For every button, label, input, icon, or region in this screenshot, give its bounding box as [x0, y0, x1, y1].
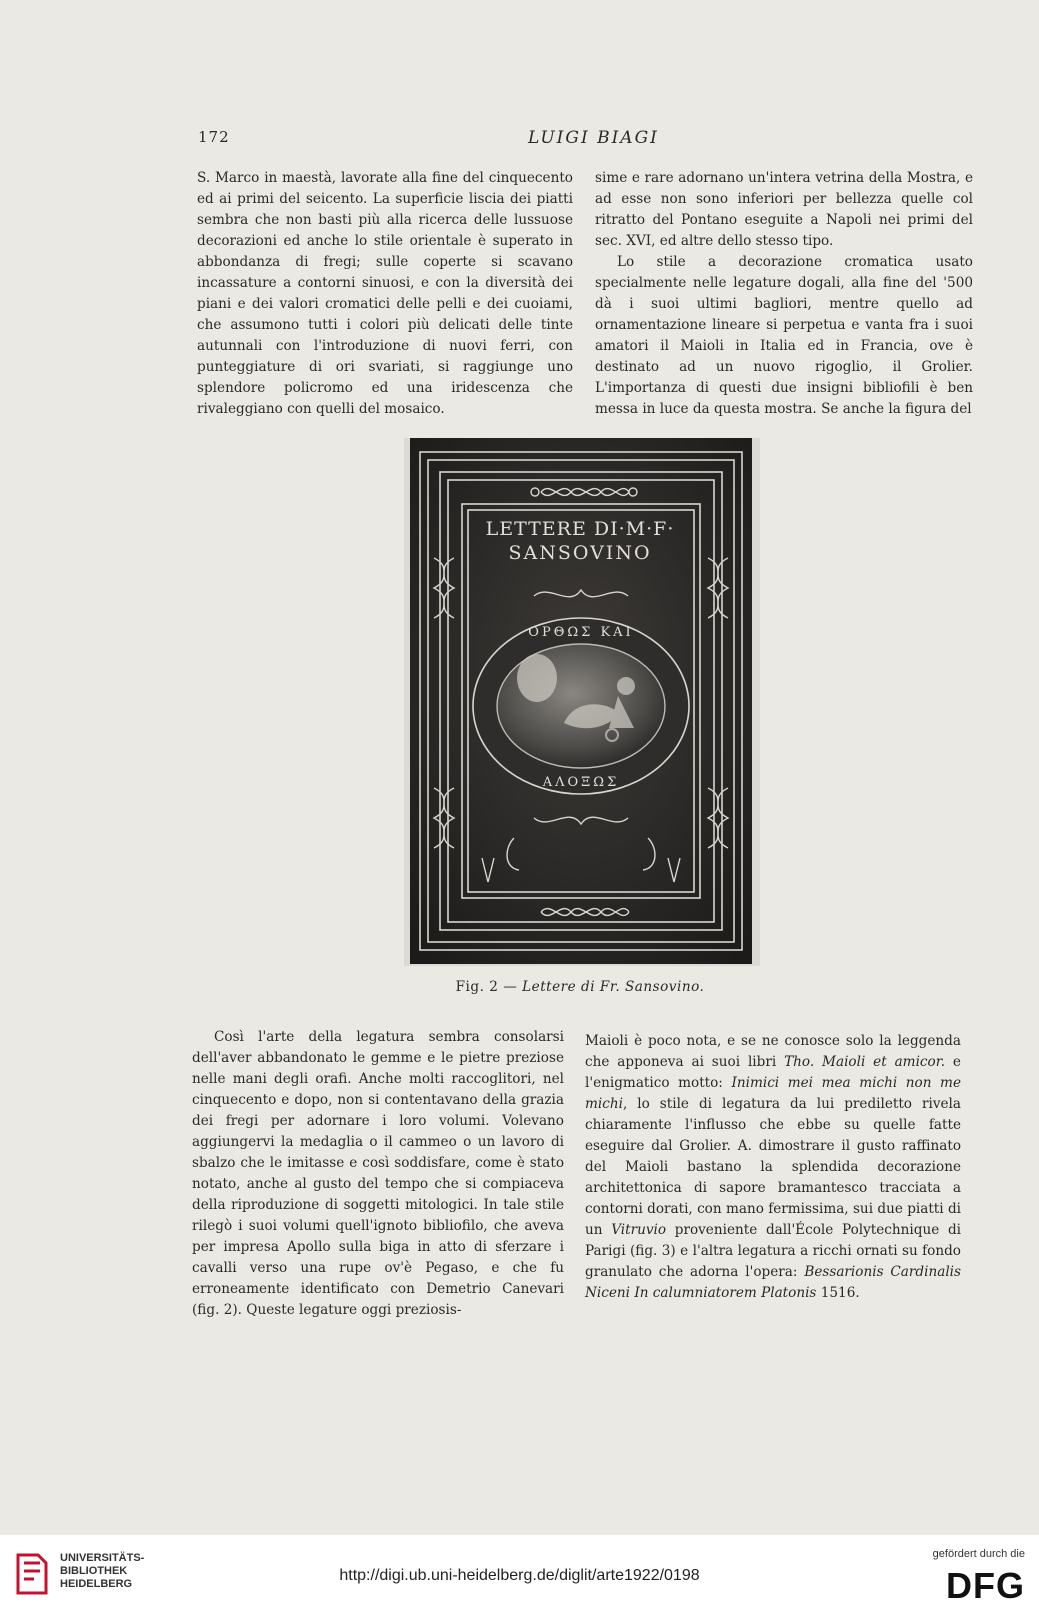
caption-title: Lettere di Fr. Sansovino. — [522, 979, 705, 995]
running-title: LUIGI BIAGI — [528, 128, 659, 148]
figure-caption — [300, 979, 860, 995]
book-cover-figure — [404, 438, 760, 966]
paragraph: sime e rare adornano un'intera vetrina della Mostra, e ad esse non sono inferiori per bellezza quelle col ritratto del Pontano eseguite a Napoli nei primi del sec. XVI, ed altre dello stesso tipo. — [595, 170, 973, 249]
column-top-right — [595, 168, 973, 420]
medallion-motto-bottom: ΑΛΟΞΩΣ — [542, 775, 620, 790]
paragraph: Così l'arte della legatura sembra consolarsi dell'aver abbandonato le gemme e le pietre preziose nelle mani degli orafi. Anche molti raccoglitori, nel cinquecento e dopo, non si contentavano della grazia dei fregi per adornare i loro volumi. Volevano aggiungervi la medaglia o il cammeo o un lavoro di sbalzo che le imitasse e così soddisfare, come è stato notato, anche al gusto del tempo che si compiaceva della riproduzione di soggetti mitologici. In tale stile rilegò i suoi volumi quell'ignoto bibliofilo, che aveva per impresa Apollo sulla biga in atto di sferzare i cavalli verso una rupe ov'è Pegaso, e che fu erroneamente identificato con Demetrio Canevari (fig. 2). Queste legature oggi preziosis- — [192, 1029, 564, 1318]
cover-title-line1: LETTERE DI·M·F· — [485, 518, 675, 540]
book-cover-image — [404, 438, 760, 966]
viewer-footer — [0, 1535, 1039, 1617]
funded-by-label: gefördert durch die — [932, 1548, 1025, 1560]
paragraph: Lo stile a decorazione cromatica usato specialmente nelle legature dogali, alla fine del '500 dà i suoi ultimi bagliori, mentre quello ad ornamentazione lineare si perpetua e vanta fra i suoi amatori il Maioli in Italia ed in Francia, ove è destinato ad un nuovo rigoglio, il Grolier. L'importanza di questi due insigni bibliofili è ben messa in luce da questa mostra. Se anche la figura del — [595, 254, 973, 417]
medallion-motto-top: ΟΡΘΩΣ ΚΑΙ — [528, 625, 634, 640]
cover-title-line2: SANSOVINO — [508, 542, 652, 564]
column-bottom-left — [192, 1027, 564, 1321]
caption-prefix: Fig. 2 — — [455, 979, 523, 995]
column-bottom-right — [585, 1031, 961, 1304]
permalink-url[interactable]: http://digi.ub.uni-heidelberg.de/diglit/arte1922/0198 — [339, 1567, 700, 1584]
column-top-left — [197, 168, 573, 420]
library-name[interactable]: UNIVERSITÄTS- BIBLIOTHEK HEIDELBERG — [60, 1552, 145, 1590]
dfg-logo[interactable]: DFG — [946, 1565, 1025, 1606]
paragraph: S. Marco in maestà, lavorate alla fine del cinquecento ed ai primi del seicento. La superficie liscia dei piatti sembra che non basti più alla ricerca delle lussuose decorazioni ed anche lo stile orientale è superato in abbondanza di fregi; sulle coperte si scavano incassature a contorni sinuosi, e con la diversità dei piani e dei valori cromatici delle pelli e dei cuoiami, che assumono tutti i colori più delicati delle tinte autunnali con l'introduzione di nuovi ferri, con punteggiature di ori svariati, si raggiunge uno splendore policromo ed una iridescenza che rivaleggiano con quelli del mosaico. — [197, 170, 573, 417]
running-head — [198, 128, 973, 152]
page-number: 172 — [198, 128, 230, 146]
paragraph: Maioli è poco nota, e se ne conosce solo la leggenda che apponeva ai suoi libri Tho. Maioli et amicor. e l'enigmatico motto: Inimici mei mea michi non me michi, lo stile di legatura da lui prediletto rivela chiaramente l'influsso che ebbe su quelle fatte eseguire dal Grolier. A. dimostrare il gusto raffinato del Maioli bastano la splendida decorazione architettonica di sapore bramantesco tracciata a contorni dorati, con mano fermissima, sui due piatti di un Vitruvio proveniente dall'École Polytechnique di Parigi (fig. 3) e l'altra legatura a ricchi ornati su fondo granulato che adorna l'opera: Bessarionis Cardinalis Niceni In calumniatorem Platonis 1516. — [585, 1033, 961, 1301]
